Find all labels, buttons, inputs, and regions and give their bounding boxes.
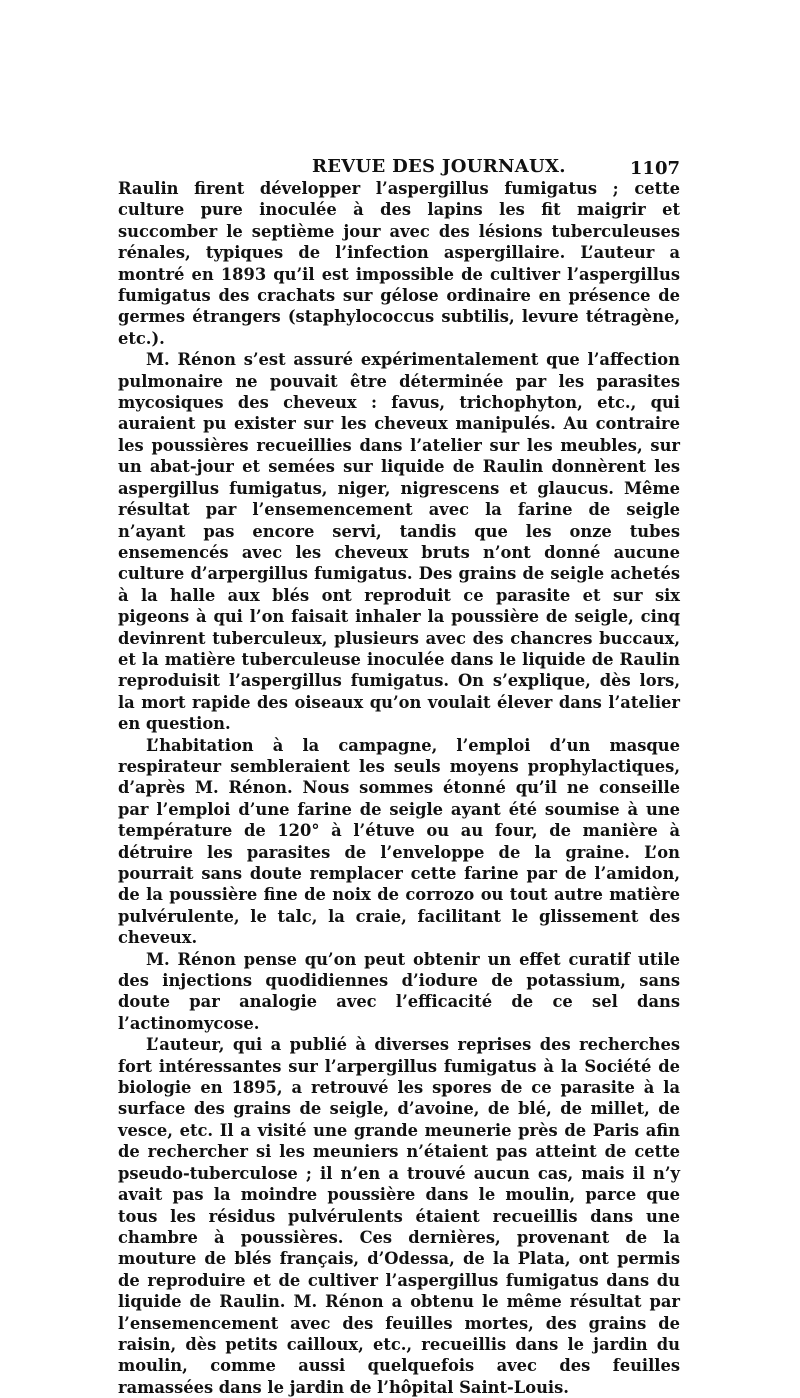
paragraph-4: M. Rénon pense qu’on peut obtenir un effet curatif utile des injections quodidiennes d’iodure de potassium, sans doute par analogie avec l’efficacité de ce sel dans l’actinomycose. — [118, 949, 680, 1033]
paragraph-5: L’auteur, qui a publié à diverses reprises des recherches fort intéressantes sur l’arpergillus fumigatus à la Société de biologie en 1895, a retrouvé les spores de ce parasite à la surface des grains de seigle, d’avoine, de blé, de millet, de vesce, etc. Il a visité une grande meunerie près de Paris afin de rechercher si les meuniers n’étaient pas atteint de cette pseudo-tuberculose ; il n’en a trouvé aucun cas, mais il n’y avait pas la moindre poussière dans le moulin, parce que tous les résidus pulvérulents étaient recueillis dans une chambre à poussières. Ces dernières, provenant de la mouture de blés français, d’Odessa, de la Plata, ont permis de reproduire et de cultiver l’aspergillus fumigatus dans du liquide de Raulin. M. Rénon a obtenu le même résultat par l’ensemencement avec des feuilles mortes, des grains de raisin, dès petits cailloux, etc., recueillis dans le jardin du moulin, comme aussi quelquefois avec des feuilles ramassées dans le jardin de l’hôpital Saint-Louis. — [118, 1035, 680, 1397]
paragraph-2: M. Rénon s’est assuré expérimentalement que l’affection pulmonaire ne pouvait être déterminée par les parasites mycosiques des cheveux : favus, trichophyton, etc., qui auraient pu exister sur les cheveux manipulés. Au contraire les poussières recueillies dans l’atelier sur les meubles, sur un abat-jour et semées sur liquide de Raulin donnèrent les aspergillus fumigatus, niger, nigrescens et glaucus. Même résultat par l’ensemencement avec la farine de seigle n’ayant pas encore servi, tandis que les onze tubes ensemencés avec les cheveux bruts n’ont donné aucune culture d’arpergillus fumigatus. Des grains de seigle achetés à la halle aux blés ont reproduit ce parasite et sur six pigeons à qui l’on faisait inhaler la poussière de seigle, cinq devinrent tuberculeux, plusieurs avec des chancres buccaux, et la matière tuberculeuse inoculée dans le liquide de Raulin reproduisit l’aspergillus fumigatus. On s’explique, dès lors, la mort rapide des oiseaux qu’on voulait élever dans l’atelier en question. — [118, 350, 680, 734]
running-header — [118, 150, 680, 178]
paragraph-3: L’habitation à la campagne, l’emploi d’un masque respirateur sembleraient les seuls moyens prophylactiques, d’après M. Rénon. Nous sommes étonné qu’il ne conseille par l’emploi d’une farine de seigle ayant été soumise à une température de 120° à l’étuve ou au four, de manière à détruire les parasites de l’enveloppe de la graine. L’on pourrait sans doute remplacer cette farine par de l’amidon, de la poussière fine de noix de corrozo ou tout autre matière pulvérulente, le talc, la craie, facilitant le glissement des cheveux. — [118, 735, 680, 948]
running-title: REVUE DES JOURNAUX. — [312, 156, 566, 177]
paragraph-1: Raulin firent développer l’aspergillus fumigatus ; cette culture pure inoculée à des lapins les fit maigrir et succomber le septième jour avec des lésions tuberculeuses rénales, typiques de l’infection aspergillaire. L’auteur a montré en 1893 qu’il est impossible de cultiver l’aspergillus fumigatus des crachats sur gélose ordinaire en présence de germes étrangers (staphylococcus subtilis, levure tétragène, etc.). — [118, 179, 680, 348]
article-body — [118, 178, 680, 1398]
page-number: 1107 — [629, 158, 680, 179]
document-page — [118, 150, 680, 1398]
